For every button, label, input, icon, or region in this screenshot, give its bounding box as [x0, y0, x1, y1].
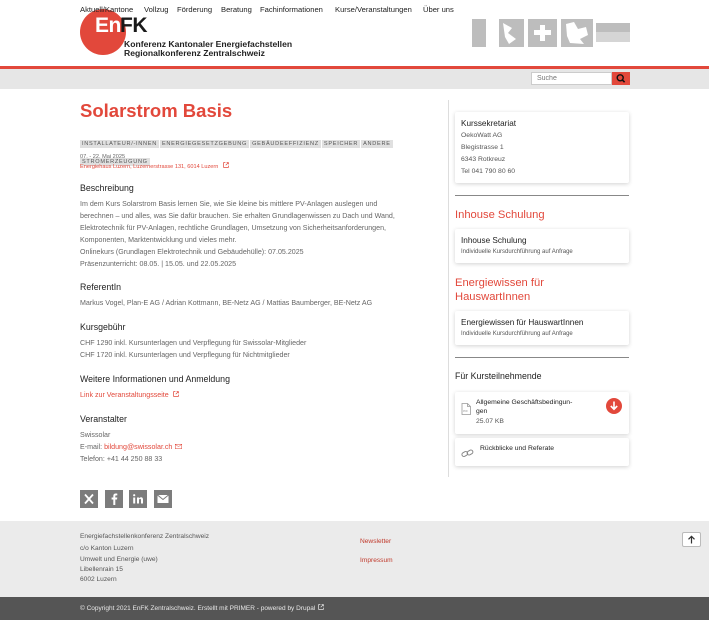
- reviews-link-card[interactable]: [455, 438, 629, 466]
- email-label: E-mail:: [80, 443, 103, 451]
- svg-text:PDF: PDF: [463, 410, 468, 413]
- nav-fachinformationen[interactable]: Fachinformationen: [260, 5, 323, 14]
- nav-foerderung[interactable]: Förderung: [177, 5, 213, 14]
- sidebar-divider: [448, 100, 449, 477]
- footer-address-line: 6002 Luzern: [80, 576, 117, 583]
- sidebar-separator: [455, 195, 629, 196]
- secretariat-line: Blegistrasse 1: [461, 144, 504, 151]
- page-title: Solarstrom Basis: [80, 100, 233, 121]
- nav-aktuell-kantone[interactable]: Aktuell/Kantone: [80, 5, 134, 14]
- logo-fk[interactable]: FK: [120, 14, 147, 37]
- footer-address-line: Energiefachstellenkonferenz Zentralschweiz: [80, 533, 210, 540]
- footer-address-line: Umwelt und Energie (uwe): [80, 556, 158, 563]
- link-icon: [461, 449, 474, 458]
- tag[interactable]: ENERGIEGESETZGEBUNG: [161, 141, 248, 147]
- organizer-email-row: [80, 442, 182, 452]
- course-date: 07. - 22. Mai 2025: [80, 154, 126, 160]
- description-line: Onlinekurs (Grundlagen Elektrotechnik und Gebäudehülle): 07.05.2025: [80, 248, 304, 256]
- envelope-icon: [154, 490, 172, 508]
- inhouse-card-title[interactable]: Inhouse Schulung: [461, 236, 527, 245]
- pdf-file-icon: [461, 403, 471, 415]
- tag[interactable]: GEBÄUDEEFFIZIENZ: [252, 141, 319, 147]
- external-link-icon: [173, 391, 179, 397]
- external-link-icon[interactable]: [318, 604, 324, 610]
- download-title-line1[interactable]: Allgemeine Geschäftsbedingun-: [476, 399, 573, 406]
- secretariat-card: [455, 112, 629, 183]
- logo-en[interactable]: En: [95, 14, 121, 37]
- energy-card-title[interactable]: Energiewissen für HauswartInnen: [461, 318, 584, 327]
- organizer-heading: Veranstalter: [80, 414, 127, 424]
- inhouse-card-text: Individuelle Kursdurchführung auf Anfrage: [461, 249, 573, 255]
- description-line: Elektrotechnik für PV-Anlagen, rechtliche Grundlagen, Umsetzung von Sicherheitsanforderungen,: [80, 224, 386, 232]
- event-page-link-label[interactable]: Link zur Veranstaltungsseite: [80, 391, 169, 399]
- external-link-icon: [223, 162, 229, 168]
- x-twitter-icon: [80, 490, 98, 508]
- tag[interactable]: STROMERZEUGUNG: [82, 159, 148, 165]
- inhouse-card[interactable]: [455, 229, 629, 263]
- copyright-label: © Copyright 2021 EnFK Zentralschweiz. Erstellt mit PRIMER - powered by Drupal: [80, 605, 316, 612]
- description-line: Präsenzunterricht: 08.05. | 15.05. und 22.05.2025: [80, 260, 237, 268]
- energy-heading-line1: Energiewissen für: [455, 277, 544, 289]
- tag[interactable]: INSTALLATEUR/-INNEN: [82, 141, 157, 147]
- referent-text: Markus Vogel, Plan-E AG / Adrian Kottmann, BE-Netz AG / Mattias Baumberger, BE-Netz AG: [80, 299, 373, 307]
- footer-address-line: Libellenrain 15: [80, 566, 123, 573]
- description-line: Komponenten, Marktentwicklung und vieles mehr.: [80, 236, 237, 244]
- fee-members: CHF 1290 inkl. Kursunterlagen und Verpflegung für Swissolar-Mitglieder: [80, 339, 307, 347]
- share-facebook-button[interactable]: [105, 490, 123, 508]
- facebook-icon: [105, 490, 123, 508]
- back-to-top-button[interactable]: [682, 532, 701, 547]
- event-page-link[interactable]: [80, 390, 179, 400]
- participants-heading: Für Kursteilnehmende: [455, 371, 542, 381]
- energy-heading: [455, 276, 544, 304]
- arrow-up-icon: [683, 533, 700, 546]
- download-size: 25.07 KB: [476, 418, 504, 425]
- download-card[interactable]: [455, 392, 629, 434]
- inhouse-heading: Inhouse Schulung: [455, 209, 545, 221]
- share-linkedin-button[interactable]: [129, 490, 147, 508]
- share-email-button[interactable]: [154, 490, 172, 508]
- fee-nonmembers: CHF 1720 inkl. Kursunterlagen und Verpflegung für Nichtmitglieder: [80, 351, 290, 359]
- reviews-link-label[interactable]: Rückblicke und Referate: [480, 445, 555, 452]
- logo-line2: Regionalkonferenz Zentralschweiz: [124, 48, 265, 58]
- referent-heading: ReferentIn: [80, 282, 122, 292]
- description-line: berechnen – und alles, was Sie dafür brauchen. Sie erhalten Grundlagenwissen zu Dach und Wand,: [80, 212, 395, 220]
- secretariat-line: OekoWatt AG: [461, 132, 503, 139]
- organizer-name: Swissolar: [80, 431, 111, 439]
- nav-vollzug[interactable]: Vollzug: [144, 5, 169, 14]
- course-location-link[interactable]: [80, 162, 229, 170]
- download-title-line2[interactable]: gen: [476, 408, 488, 415]
- logo-line1: Konferenz Kantonaler Energiefachstellen: [124, 39, 293, 49]
- tag[interactable]: SPEICHER: [323, 141, 359, 147]
- description-heading: Beschreibung: [80, 183, 134, 193]
- canton-flags-icon: [472, 19, 630, 47]
- nav-beratung[interactable]: Beratung: [221, 5, 252, 14]
- tag[interactable]: ANDERE: [363, 141, 391, 147]
- footer-address-line: c/o Kanton Luzern: [80, 545, 134, 552]
- linkedin-icon: [129, 490, 147, 508]
- footer-newsletter-link[interactable]: Newsletter: [360, 538, 392, 545]
- energy-card-text: Individuelle Kursdurchführung auf Anfrage: [461, 331, 573, 337]
- energy-card[interactable]: [455, 311, 629, 345]
- footer-impressum-link[interactable]: Impressum: [360, 557, 393, 564]
- nav-kurse-veranstaltungen[interactable]: Kurse/Veranstaltungen: [335, 5, 412, 14]
- email-link[interactable]: bildung@swissolar.ch: [104, 443, 173, 451]
- search-input[interactable]: [531, 72, 612, 85]
- share-x-button[interactable]: [80, 490, 98, 508]
- sidebar-separator: [455, 357, 629, 358]
- download-icon[interactable]: [606, 398, 622, 414]
- fee-heading: Kursgebühr: [80, 322, 126, 332]
- copyright-text: [80, 604, 324, 612]
- search-button[interactable]: [612, 72, 630, 85]
- location-text[interactable]: Energiehaus Luzern, Luzernerstrasse 131, 6014 Luzern: [80, 164, 219, 170]
- info-heading: Weitere Informationen und Anmeldung: [80, 374, 230, 384]
- organizer-phone: Telefon: +41 44 250 88 33: [80, 455, 163, 463]
- secretariat-title: Kurssekretariat: [461, 119, 517, 128]
- secretariat-phone: Tel 041 790 80 60: [461, 168, 516, 175]
- nav-ueber-uns[interactable]: Über uns: [423, 5, 454, 14]
- description-line: Im dem Kurs Solarstrom Basis lernen Sie, wie Sie kleine bis mittlere PV-Anlagen auslegen und: [80, 200, 378, 208]
- secretariat-line: 6343 Rotkreuz: [461, 156, 506, 163]
- mail-icon: [175, 444, 182, 449]
- search-icon: [612, 72, 630, 85]
- energy-heading-line2: HauswartInnen: [455, 291, 531, 303]
